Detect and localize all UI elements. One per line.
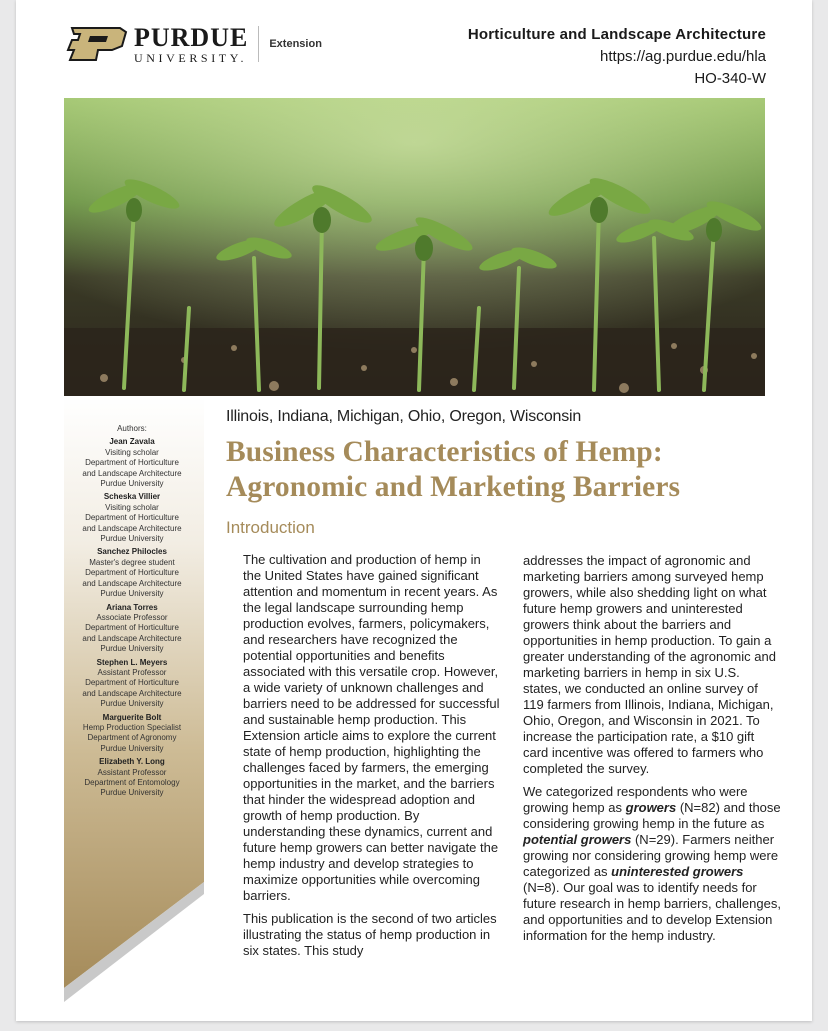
text-column-2 — [523, 553, 781, 951]
term-growers: growers — [625, 800, 677, 815]
authors-label: Authors: — [117, 424, 147, 433]
extension-label: Extension — [269, 38, 322, 50]
author-affiliation-line: Purdue University — [100, 589, 164, 599]
author-affiliation-line: Hemp Production Specialist — [82, 722, 182, 732]
author-entry — [66, 437, 198, 489]
author-affiliation-line: Department of Horticulture — [85, 458, 179, 468]
author-affiliation-line: and Landscape Architecture — [82, 688, 182, 698]
term-uninterested-growers: uninterested growers — [611, 864, 744, 879]
author-name: Elizabeth Y. Long — [99, 757, 165, 767]
author-affiliation-line: Purdue University — [100, 743, 164, 753]
author-affiliation-line: Department of Agronomy — [87, 733, 177, 743]
hemp-seedlings-photo-icon — [64, 98, 765, 396]
paragraph — [523, 784, 781, 944]
author-name: Scheska Villier — [103, 492, 161, 502]
author-affiliation-line: Purdue University — [100, 644, 164, 654]
author-entry — [66, 603, 198, 655]
author-affiliation-line: Department of Horticulture — [85, 513, 179, 523]
author-name: Jean Zavala — [109, 437, 155, 447]
logo-wordmark: PURDUE — [134, 22, 249, 52]
text-column-1 — [243, 552, 501, 966]
author-entry — [66, 713, 198, 755]
publication-code: HO-340-W — [694, 70, 766, 87]
author-name: Stephen L. Meyers — [96, 657, 168, 667]
author-affiliation-line: Department of Horticulture — [85, 678, 179, 688]
author-affiliation-line: Department of Horticulture — [85, 623, 179, 633]
author-affiliation-line: Purdue University — [100, 788, 164, 798]
text-run: We categorized respondents who were growing hemp as — [523, 784, 748, 815]
author-affiliation-line: Associate Professor — [96, 612, 168, 622]
term-potential-growers: potential growers — [523, 832, 632, 847]
author-affiliation-line: and Landscape Architecture — [82, 468, 182, 478]
author-affiliation-line: Visiting scholar — [105, 447, 159, 457]
author-affiliation-line: Purdue University — [100, 534, 164, 544]
author-affiliation-line: Purdue University — [100, 479, 164, 489]
authors-sidebar — [64, 396, 204, 1006]
page-title — [226, 435, 766, 505]
intro-heading: Introduction — [226, 518, 315, 537]
author-affiliation-line: Department of Horticulture — [85, 568, 179, 578]
department-name: Horticulture and Landscape Architecture — [467, 26, 766, 43]
author-affiliation-line: Purdue University — [100, 699, 164, 709]
department-url[interactable]: https://ag.purdue.edu/hla — [600, 48, 766, 65]
author-name: Ariana Torres — [106, 602, 158, 612]
author-affiliation-line: Visiting scholar — [105, 502, 159, 512]
text-run: (N=82) and those considering growing hemp in the future as — [523, 800, 781, 831]
author-entry — [66, 658, 198, 710]
author-affiliation-line: Assistant Professor — [97, 667, 167, 677]
author-affiliation-line: Department of Entomology — [84, 778, 180, 787]
title-line-1: Business Characteristics of Hemp: — [226, 436, 663, 468]
paragraph: The cultivation and production of hemp in the United States have gained significant attention and momentum in recent years. As the legal landscape surrounding hemp production evolves, farmers, policymakers, and researchers have recognized the potential opportunities and benefits associated with this versatile crop. However, a wide variety of unknown challenges and barriers need to be addressed for successful and sustainable hemp production. This Extension article aims to explore the current state of hemp production, highlighting the challenges faced by farmers, the emerging opportunities in the market, and the barriers that hinder the widespread adoption and growth of hemp production. By understanding these dynamics, current and future hemp growers can better navigate the hemp industry and develop strategies to maximize opportunities while overcoming barriers. — [243, 552, 500, 903]
paragraph: This publication is the second of two articles illustrating the status of hemp production in six states. This study — [243, 911, 497, 958]
purdue-extension-logo — [64, 24, 322, 64]
title-line-2: Agronomic and Marketing Barriers — [226, 471, 681, 503]
author-name: Sanchez Philocles — [97, 547, 167, 557]
paragraph: addresses the impact of agronomic and marketing barriers among surveyed hemp growers, while also shedding light on what future hemp growers and uninterested growers think about the barriers and opportunities in hemp production. To gain a greater understanding of the agronomic and marketing barriers in hemp in six U.S. states, we conducted an online survey of 119 farmers from Illinois, Indiana, Michigan, Ohio, Oregon, and Wisconsin in 2021. To increase the participation rate, a $10 gift card incentive was offered to farmers who completed the survey. — [523, 553, 776, 776]
logo-subtitle: UNIVERSITY. — [134, 50, 248, 65]
author-affiliation-line: and Landscape Architecture — [82, 633, 182, 643]
text-run: (N=29). Farmers neither growing nor considering growing hemp were categorized as — [523, 832, 779, 879]
text-run: (N=8). Our goal was to identify needs for future research in hemp barriers, challenges, and opportunities and to develop Extension information for the hemp industry. — [523, 880, 781, 943]
author-affiliation-line: Assistant Professor — [97, 767, 167, 777]
document-page — [16, 0, 812, 1021]
author-affiliation-line: and Landscape Architecture — [82, 578, 182, 588]
author-entry — [66, 492, 198, 544]
logo-divider — [258, 26, 259, 62]
author-name: Marguerite Bolt — [102, 712, 162, 722]
hero-photo — [64, 98, 765, 396]
authors-list — [66, 424, 198, 799]
header-info — [468, 24, 766, 90]
states-line: Illinois, Indiana, Michigan, Ohio, Oregon, Wisconsin — [226, 408, 582, 425]
author-entry — [66, 547, 198, 599]
author-affiliation-line: and Landscape Architecture — [82, 523, 182, 533]
author-affiliation-line: Master's degree student — [89, 557, 175, 567]
purdue-p-logo-icon — [64, 26, 128, 62]
main-content — [226, 408, 766, 538]
author-entry — [66, 757, 198, 799]
